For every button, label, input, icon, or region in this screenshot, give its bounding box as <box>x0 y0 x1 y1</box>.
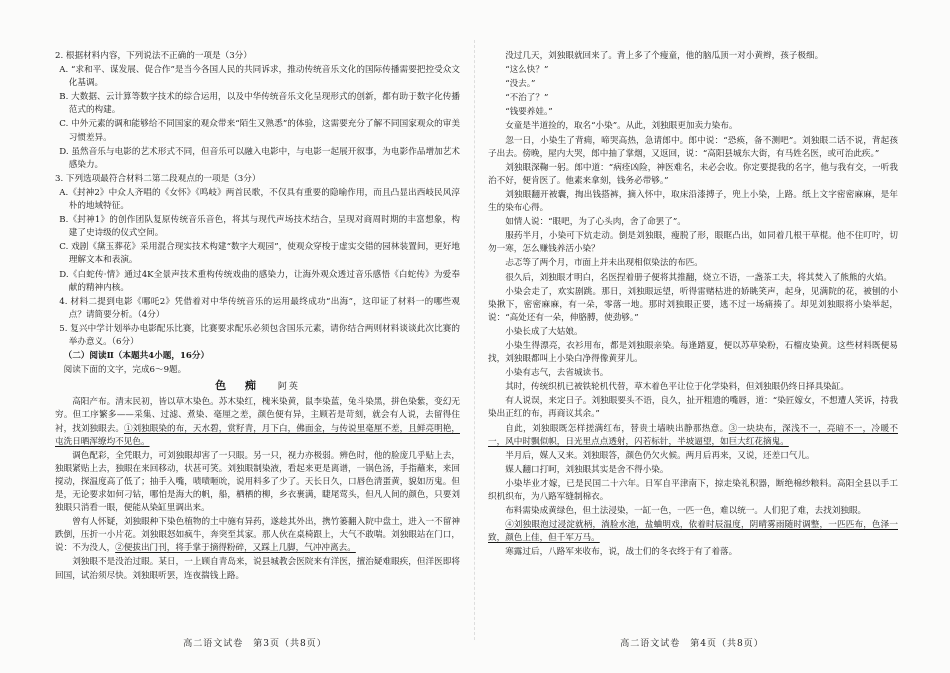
story-paragraph-r7: 忽一日，小染生了背痈，啼哭高热，急请郎中。郎中说：“恐痪，备不测吧”。刘独眼二话不说，背起孩子出去。傍晚，屋内大哭，郎中抽了掌烟，又返回，说：“高阳县城东大街，有马姓名医，或可治此疾。” <box>488 135 898 159</box>
story-author: 阿英 <box>277 382 300 393</box>
story-paragraph-r19b <box>488 423 898 449</box>
story-paragraph-r18: 其时，传统织机已被铁轮机代替，草木着色平让位于化学染料，但刘独眼仍终日择具染缸。 <box>505 382 849 393</box>
underlined-sentence-4: ④刘独眼泡过浸淀就柄，淌脸水池，盐蛐明戏，依着时辰温度，阴晴雾雨随时调整，一匹匹布，色泽一致，颜色上佳，但千军万马。 <box>488 520 898 544</box>
right-column <box>488 50 898 625</box>
story-paragraph-r12: 忐忑等了两个月，市面上并未出现相似染法的布匹。 <box>505 258 703 269</box>
story-paragraph-r19a: 有人说误，来定日子。刘独眼要头不语，良久，扯开粗遗的嘴唇，道：“染匠嫁女，不想遭人笑诉，持我染出正红的布，再商议其余。” <box>488 396 898 420</box>
page-divider <box>474 40 475 640</box>
story-paragraph-1 <box>55 396 460 448</box>
underlined-sentence-3: ③一块块布，深浅不一，亮暗不一，冷暖不一，风中时飘似帜，日光里点点透射，闪若标针，半坡逼望，如巨大红花摘鬼。 <box>488 423 898 447</box>
question-3-option-c: C. 戏剧《黛玉葬花》采用混合现实技术构建“数字大观园”，使观众穿梭于虚实交错的园林装置间，更好地理解文本和表演。 <box>59 242 460 266</box>
story-dialogue-r5: “钱要养娃。” <box>505 107 553 118</box>
story-paragraph-r16: 小染生得漂亮，衣衫用布，都是刘独眼亲染。每逢踏夏，便以苏草染粉，石榴皮染黄。这些材料既便易找，刘独眼都叫上小染白净得像黄芽儿。 <box>488 340 898 365</box>
story-paragraph-r19b-lead: 自此，刘独眼既怎样搓满红布，替贵土墙映出静那热意。 <box>505 423 729 434</box>
section-instruction: 阅读下面的文字，完成6～9题。 <box>63 365 187 376</box>
section-heading: （二）阅读Ⅱ（本题共4小题，16分） <box>63 351 210 362</box>
story-dialogue-r3: “没去。” <box>505 79 536 90</box>
story-paragraph-r17: 小染有志气，去省城读书。 <box>505 368 609 379</box>
question-2-option-d: D. 虽然音乐与电影的艺术形式不同，但音乐可以融入电影中，与电影一起展开叙事，为电影作品增加艺术感染力。 <box>59 146 460 170</box>
question-3-option-b: B.《封神1》的创作团队复原传统音乐音色，将其与现代声场技术结合，呈现对商周时期的丰富想象，构建了史诗级的仪式空间。 <box>59 215 460 239</box>
story-paragraph-3-lead: 曾有人怀疑，刘独眼种下染色植物的土中施有异药，遂趁其外出，携竹篓翻入院中盘土，进入一不留神跌倒，压折一小片花。刘独眼怒如疯牛，奔突至其家。那人伙在桌椅跟上，大气不敢喘。刘独眼站在门口，说：不为没人， <box>55 517 460 554</box>
story-paragraph-r1: 没过几天，刘独眼就回来了。背上多了个瘦童，他的脑瓜顶一对小黄辫，孩子极细。 <box>505 51 824 61</box>
story-title-text: 色 痴 <box>215 379 261 393</box>
story-paragraph-1-lead: 高阳产布。清末民初，皆以草木染色。苏木染红，槐米染黄，鼠李染蓝，兔斗染黑，拼色染紫，变幻无穷。但工序繁多——采集、过滤、煮染、毫厘之差，颜色便有异，主顾若是苛刻，就会有人说，去留得住衬，找刘独眼去。 <box>55 397 460 434</box>
story-dialogue-r4: “不治了？” <box>505 93 549 104</box>
story-paragraph-3 <box>55 516 460 555</box>
page-footer-right: 高二语文试卷 第4页（共8页） <box>620 639 764 649</box>
question-3-option-d: D.《白蛇传·情》通过4K全景声技术重构传统戏曲的感染力，让海外观众透过音乐感悟《白蛇传》为爱奉献的精神内核。 <box>59 269 460 293</box>
story-paragraph-r11: 服药半月，小染可下炕走动。倒是刘独眼，瘦脱了形，眼眶凸出，如同着几根干草棍。他不住叮咛，切勿一寒，怎么赚钱养活小染？ <box>488 231 898 255</box>
story-paragraph-r10: 如情人说：“眼吧，为了心头肉，舍了命罢了”。 <box>505 217 686 228</box>
question-3-option-a: A.《封神2》中众人齐唱的《女怀》《鸣岐》两首民歌，不仅具有重要的隐喻作用，而且凸显出西岐民风淳朴的地域特征。 <box>59 187 460 212</box>
story-dialogue-r2: “这么快？” <box>505 65 549 76</box>
underlined-sentence-1: ①刘独眼染的布，天水碧，赏籽青，月下白，佛面金，与传说里毫厘不差，且鲜亮明艳，屯洗日晒浑缭均不见色。 <box>55 423 460 447</box>
story-paragraph-r24 <box>488 519 898 545</box>
story-paragraph-r8: 刘独眼深鞠一躬。郎中道：“病痊凶险，神医难名，未必会收。你定要提我的名字，他与我有交，一听我治不好，便肯医了。他素来拿刻，钱务必带够。” <box>488 162 898 186</box>
question-5: 5. 复兴中学计划举办电影配乐比赛，比赛要求配乐必须包含国乐元素，请你结合两则材料谈谈此次比赛的举办意义。（6分） <box>59 323 460 347</box>
story-paragraph-r14: 小染会走了，欢实剧跳。那日，刘独眼远望，听得雷赌枯进的娇眺笑声，起身，见满院的花，被刨的小染揪下，密密麻麻，有一朵，零落一地。那时刘独眼正要，逃不过一场痛揍了。却见刘独眼将小染举起，说：“高处还有一朵，伸胳膊，使劲够。” <box>488 286 898 323</box>
question-2-option-a: A. “求和平、谋发展、促合作”是当今各国人民的共同诉求，推动传统音乐文化的国际传播需要把控受众文化基调。 <box>59 65 460 89</box>
page-footer-left: 高二语文试卷 第3页（共8页） <box>183 639 327 649</box>
story-paragraph-r6: 女童是半道捡的，取名“小染”。从此，刘独眼更加卖力染布。 <box>505 121 738 132</box>
story-paragraph-r13: 很久后，刘独眼才明白，名医捏着册子便将其推翻，烧立不语，一盏茶工夫，将其焚入了熊熊的火焰。 <box>505 272 892 283</box>
question-2-stem: 2. 根据材料内容，下列说法不正确的一项是（3分） <box>55 51 252 61</box>
story-paragraph-2: 调色配彩，全凭眼力，可刘独眼却害了一只眼。另一只，视力亦极弱。辨色时，他的脸庞几乎贴上去，独眼紧贴上去，独眼在来回移动，状甚可笑。刘独眼制染液，看起来更是离谱，一锅色汤，手指蘸来，来回搅动，探温度高了低了；抽手入嘴，啧啧咂吮，说用料多了少了。天长日久，口唇色清蛋黄，貌如历鬼。但是，无论要求如何刁钻，哪怕是海大的帆，船，栖栖的柳，乡衣裹满，睫尾莺头，但凡人间的颜色，只要刘独眼只消看一眼，便能从染缸里调出来。 <box>55 450 460 514</box>
story-paragraph-r22: 小染毕业才嫁，已是民国二十六年。日军自平津南下，掠走染礼积器，断绝棉纱粮料。高阳全县以手工织机织布，为八路军缝制棉衣。 <box>488 478 898 502</box>
story-title <box>55 379 460 394</box>
question-4: 4. 材料二提到电影《哪吒2》凭借着对中华传统音乐的运用最终成功“出海”，这印证了材料一的哪些观点？请简要分析。（4分） <box>59 296 460 320</box>
question-2-option-b: B. 大数据、云计算等数字技术的综合运用，以及中华传统音乐文化呈现形式的创新，都有助于数字化传播范式的构建。 <box>59 92 460 116</box>
left-column <box>55 50 460 625</box>
underlined-sentence-2: ②便拔出门刊，将手掌于摘得粉碎，又踩上几脚，气冲冲离去。 <box>115 543 356 554</box>
story-paragraph-r15: 小染长成了大姑娘。 <box>505 326 583 337</box>
question-3-stem: 3. 下列选项最符合材料二第二段观点的一项是（3分） <box>55 173 261 184</box>
question-2-option-c: C. 中外元素的调和能够给不同国家的观众带来“陌生又熟悉”的体验，这需要充分了解不同国家观众的审美习惯差异。 <box>59 119 460 143</box>
story-paragraph-4: 刘独眼不是没治过眼。某日，一上顾自青岛来，说县城教会医院来有洋医，擅治疑难眼疾，但洋医即将回国，试治须尽快。刘独眼听罢，连夜揣钱上路。 <box>55 557 460 581</box>
story-paragraph-r20: 半月后，媒人又来。刘独眼答，颜色仍欠火候。两月后再来，又说，还差口气儿。 <box>505 450 815 461</box>
story-paragraph-r21: 媒人翻口打呵，刘独眼其实是舍不得小染。 <box>505 464 669 475</box>
story-paragraph-r9: 刘独眼翻开被囊，掏出钱搭裤，摘入怀中，取床沿漆搏子，兜上小染，上路。纸上文字密密麻麻，是年生的染布心得。 <box>488 189 898 214</box>
story-paragraph-r23: 布料需染成黄绿色，但土法浸染，一缸一色，一匹一色，难以统一。人们犯了难，去找刘独眼。 <box>505 506 867 517</box>
story-paragraph-r25: 寒露过后，八路军来收布，说，战士们的冬衣终于有了着落。 <box>505 547 738 558</box>
